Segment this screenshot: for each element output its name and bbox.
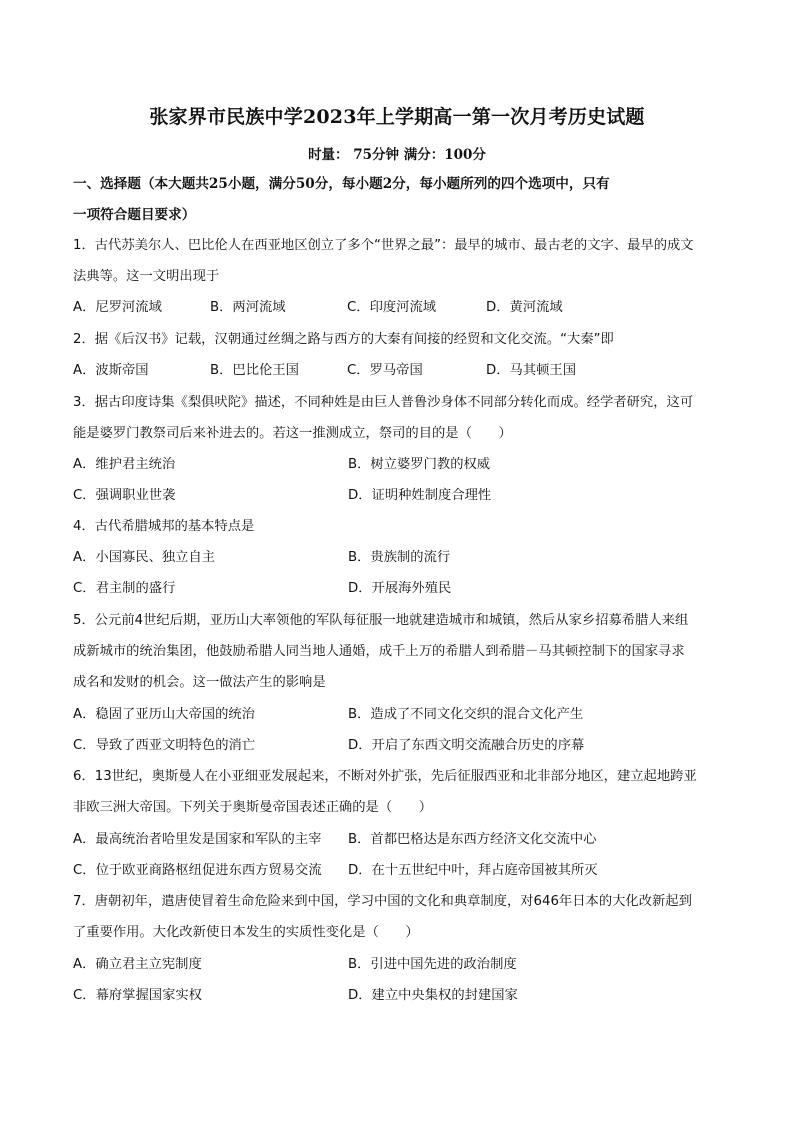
question-5-option-d: D．开启了东西文明交流融合历史的序幕 [348,738,585,753]
question-6-option-d: D．在十五世纪中叶，拜占庭帝国被其所灭 [348,863,598,878]
question-4-option-a: A．小国寡民、独立自主 [73,550,216,565]
question-5-option-b: B．造成了不同文化交织的混合文化产生 [348,707,584,722]
question-3-line-2: 能是婆罗门教祭司后来补进去的。若这一推测成立，祭司的目的是（ ） [73,426,512,441]
question-5-option-a: A．稳固了亚历山大帝国的统治 [73,707,255,722]
question-5-line-3: 成名和发财的机会。这一做法产生的影响是 [73,675,326,690]
question-1-option-a: A．尼罗河流域 [73,300,162,315]
question-7-option-a: A．确立君主立宪制度 [73,957,202,972]
question-2-option-d: D．马其顿王国 [486,363,577,378]
question-4-option-b: B．贵族制的流行 [348,550,451,565]
question-2-option-c: C．罗马帝国 [347,363,423,378]
question-2-option-a: A．波斯帝国 [73,363,149,378]
question-4-option-d: D．开展海外殖民 [348,581,452,596]
question-4-line-1: 4．古代希腊城邦的基本特点是 [73,519,255,534]
question-3-option-c: C．强调职业世袭 [73,488,176,503]
question-5-line-1: 5．公元前4世纪后期，亚历山大率领他的军队每征服一地就建造城市和城镇，然后从家乡招募希腊人来组 [73,613,689,628]
question-6-option-b: B．首都巴格达是东西方经济文化交流中心 [348,832,597,847]
question-7-option-c: C．幕府掌握国家实权 [73,988,202,1003]
question-3-option-b: B．树立婆罗门教的权威 [348,457,491,472]
question-6-option-c: C．位于欧亚商路枢纽促进东西方贸易交流 [73,863,322,878]
question-4-option-c: C．君主制的盛行 [73,581,176,596]
section-heading-line-1: 一、选择题（本大题共25小题，满分50分，每小题2分，每小题所列的四个选项中，只有 [73,176,610,192]
question-7-option-d: D．建立中央集权的封建国家 [348,988,518,1003]
exam-info: 时量： 75分钟 满分：100分 [308,147,486,163]
question-1-option-b: B．两河流域 [210,300,286,315]
page-title: 张家界市民族中学2023年上学期高一第一次月考历史试题 [149,106,645,128]
question-1-line-2: 法典等。这一文明出现于 [73,269,220,284]
question-2-line-1: 2．据《后汉书》记载，汉朝通过丝绸之路与西方的大秦有间接的经贸和文化交流。“大秦”即 [73,332,614,347]
question-7-option-b: B．引进中国先进的政治制度 [348,957,517,972]
question-2-option-b: B．巴比伦王国 [210,363,299,378]
question-5-line-2: 成新城市的统治集团，他鼓励希腊人同当地人通婚，成千上万的希腊人到希腊－马其顿控制下的国家寻求 [73,644,685,659]
question-7-line-2: 了重要作用。大化改新使日本发生的实质性变化是（ ） [73,925,419,940]
question-1-option-c: C．印度河流域 [347,300,437,315]
question-6-option-a: A．最高统治者哈里发是国家和军队的主宰 [73,832,322,847]
section-heading-line-2: 一项符合题目要求） [73,207,196,223]
question-3-line-1: 3．据古印度诗集《梨俱吠陀》描述，不同种姓是由巨人普鲁沙身体不同部分转化而成。经学者研究，这可 [73,395,694,410]
question-5-option-c: C．导致了西亚文明特色的消亡 [73,738,256,753]
question-1-line-1: 1．古代苏美尔人、巴比伦人在西亚地区创立了多个“世界之最”：最早的城市、最古老的文字、最早的成文 [73,238,694,253]
question-3-option-d: D．证明种姓制度合理性 [348,488,492,503]
question-6-line-2: 非欧三洲大帝国。下列关于奥斯曼帝国表述正确的是（ ） [73,800,433,815]
question-3-option-a: A．维护君主统治 [73,457,176,472]
question-1-option-d: D．黄河流域 [486,300,563,315]
question-6-line-1: 6．13世纪，奥斯曼人在小亚细亚发展起来，不断对外扩张，先后征服西亚和北非部分地区，建立起地跨亚 [73,769,697,784]
question-7-line-1: 7．唐朝初年，遣唐使冒着生命危险来到中国，学习中国的文化和典章制度，对646年日本的大化改新起到 [73,894,692,909]
